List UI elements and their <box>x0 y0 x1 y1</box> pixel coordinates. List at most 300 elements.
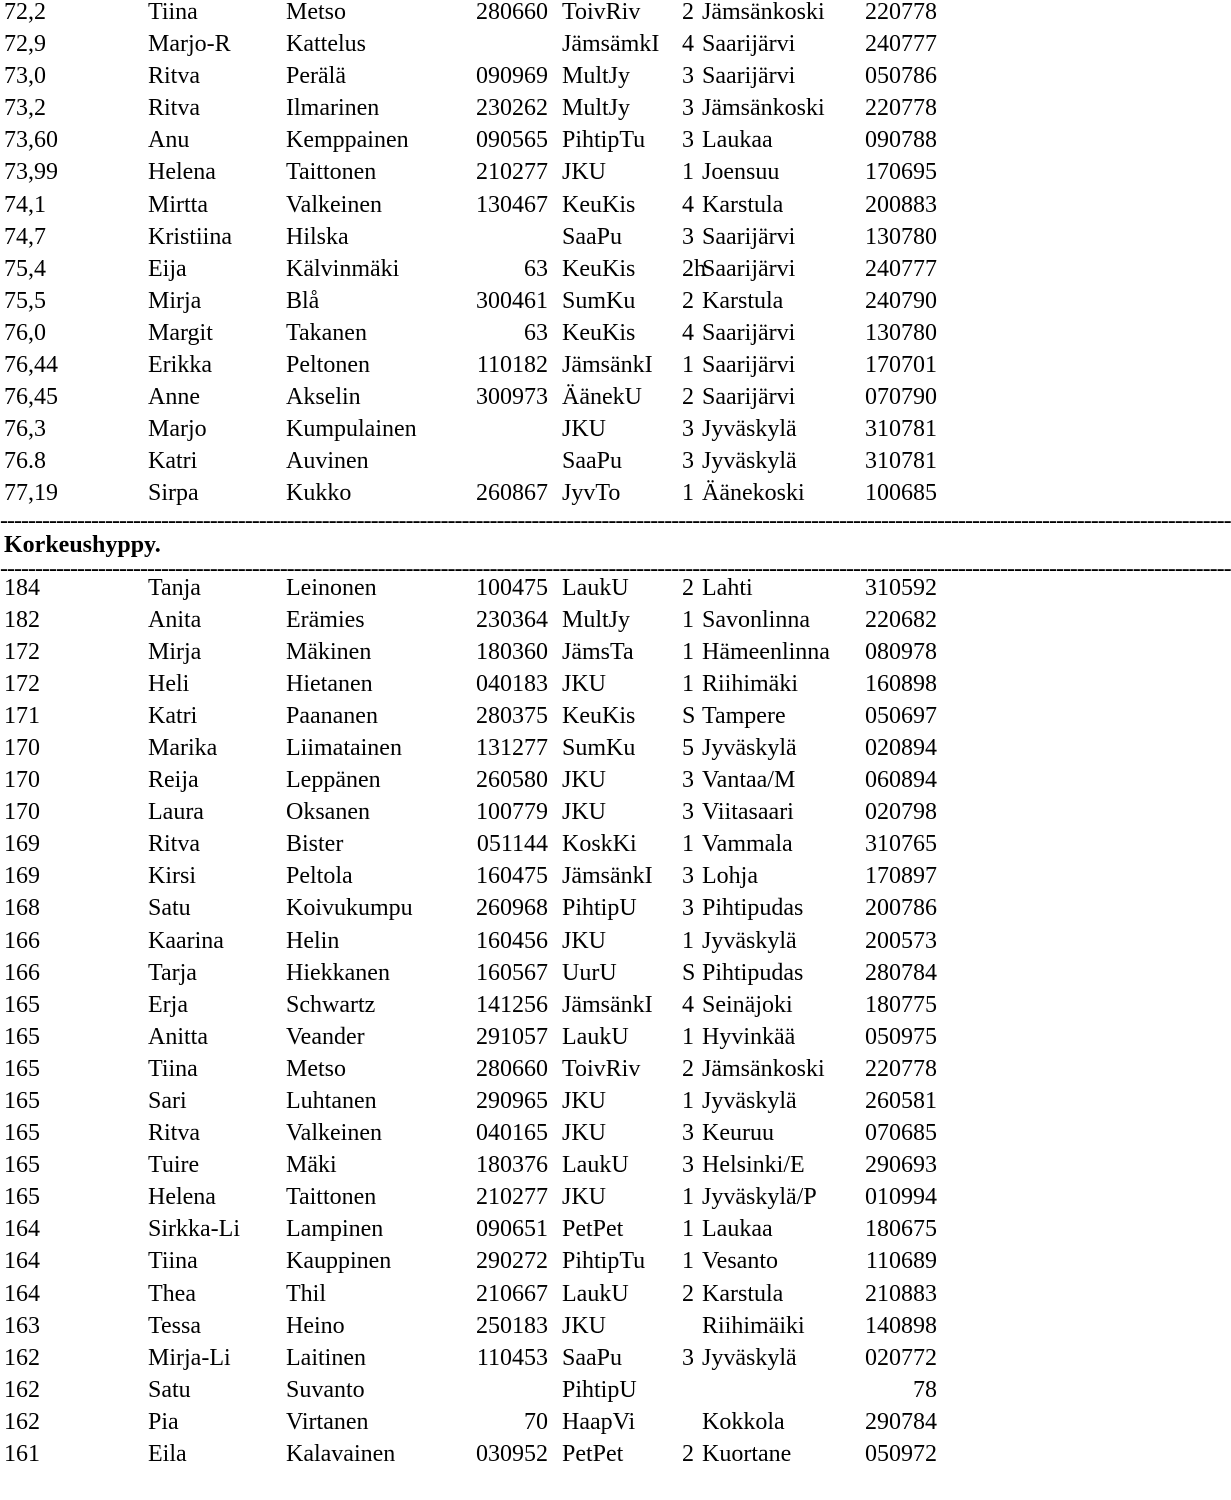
cell-last: Oksanen <box>286 799 370 826</box>
cell-birth: 090969 <box>476 63 548 90</box>
cell-result: 165 <box>4 1120 40 1147</box>
cell-date: 170695 <box>865 159 937 186</box>
cell-last: Hietanen <box>286 670 373 697</box>
cell-date: 220778 <box>865 0 937 25</box>
cell-place: Laukaa <box>702 127 773 154</box>
cell-birth: 280375 <box>476 702 548 729</box>
cell-club: KeuKis <box>562 319 636 346</box>
cell-place: Jämsänkoski <box>702 0 825 25</box>
cell-birth: 030952 <box>476 1441 548 1468</box>
cell-place: Lahti <box>702 574 753 601</box>
cell-place: Jyväskylä/P <box>702 1184 817 1211</box>
cell-result: 165 <box>4 1184 40 1211</box>
cell-place: Tampere <box>702 702 786 729</box>
cell-series: 2 <box>682 1055 694 1082</box>
cell-birth: 280660 <box>476 1055 548 1082</box>
cell-place: Kokkola <box>702 1408 785 1435</box>
cell-last: Hiekkanen <box>286 959 390 986</box>
cell-birth: 141256 <box>476 991 548 1018</box>
cell-date: 180775 <box>865 991 937 1018</box>
cell-place: Jyväskylä <box>702 448 797 475</box>
cell-last: Valkeinen <box>286 1120 382 1147</box>
cell-series: 3 <box>682 127 694 154</box>
table-row <box>0 736 960 768</box>
cell-result: 164 <box>4 1216 40 1243</box>
cell-series: 3 <box>682 799 694 826</box>
cell-last: Luhtanen <box>286 1088 377 1114</box>
cell-result: 170 <box>4 767 40 794</box>
cell-first: Tiina <box>148 1055 198 1082</box>
cell-result: 76.8 <box>4 448 46 475</box>
cell-result: 169 <box>4 863 40 890</box>
cell-birth: 051144 <box>476 831 548 858</box>
cell-last: Leppänen <box>286 767 381 794</box>
cell-last: Virtanen <box>286 1408 369 1435</box>
cell-place: Vantaa/M <box>702 767 796 794</box>
cell-first: Tanja <box>148 574 201 601</box>
cell-last: Peltola <box>286 863 353 890</box>
cell-last: Akselin <box>286 384 361 411</box>
cell-club: JKU <box>562 799 607 826</box>
cell-first: Tiina <box>148 1248 198 1275</box>
cell-date: 240790 <box>865 287 937 314</box>
table-row <box>0 1378 960 1410</box>
cell-last: Bister <box>286 831 344 858</box>
table-row <box>0 1121 960 1153</box>
table-row <box>0 1249 960 1281</box>
table-row <box>0 576 960 608</box>
table-row <box>0 1282 960 1314</box>
cell-first: Heli <box>148 670 190 697</box>
cell-first: Mirja-Li <box>148 1344 231 1371</box>
cell-result: 76,45 <box>4 384 58 411</box>
cell-last: Helin <box>286 927 340 954</box>
table-row <box>0 1089 960 1121</box>
cell-place: Helsinki/E <box>702 1152 805 1179</box>
cell-last: Kälvinmäki <box>286 255 400 282</box>
results-list-high-jump <box>0 576 960 1475</box>
cell-result: 164 <box>4 1248 40 1275</box>
cell-date: 070685 <box>865 1120 937 1147</box>
table-row <box>0 1410 960 1442</box>
cell-first: Reija <box>148 767 199 794</box>
cell-date: 240777 <box>865 31 937 58</box>
cell-date: 050972 <box>865 1441 937 1468</box>
cell-date: 280784 <box>865 959 937 986</box>
cell-date: 050697 <box>865 702 937 729</box>
cell-club: ToivRiv <box>562 1055 641 1082</box>
cell-series: 1 <box>682 927 694 954</box>
cell-birth: 090565 <box>476 127 548 154</box>
table-row <box>0 672 960 704</box>
cell-last: Paananen <box>286 702 378 729</box>
cell-club: SumKu <box>562 734 636 761</box>
cell-club: HaapVi <box>562 1408 636 1435</box>
cell-date: 160898 <box>865 670 937 697</box>
cell-place: Vesanto <box>702 1248 778 1275</box>
cell-series: 3 <box>682 1120 694 1147</box>
cell-birth: 210277 <box>476 159 548 186</box>
cell-club: JKU <box>562 767 607 794</box>
cell-first: Kaarina <box>148 927 224 954</box>
cell-date: 210883 <box>865 1280 937 1307</box>
separator-line: -------------------------------------------------------------------------------------------------------------------------------------------------------------------------------- <box>0 507 1231 534</box>
cell-last: Metso <box>286 1055 346 1082</box>
cell-place: Saarijärvi <box>702 223 796 250</box>
cell-series: S <box>682 959 696 986</box>
cell-club: JämsänkI <box>562 352 653 379</box>
cell-place: Jyväskylä <box>702 416 797 443</box>
table-row <box>0 0 960 32</box>
table-row <box>0 257 960 289</box>
cell-birth: 160456 <box>476 927 548 954</box>
table-row <box>0 1346 960 1378</box>
cell-club: JKU <box>562 416 607 443</box>
cell-date: 220682 <box>865 606 937 633</box>
cell-first: Erja <box>148 991 188 1018</box>
cell-series: 1 <box>682 606 694 633</box>
cell-birth: 210277 <box>476 1184 548 1211</box>
cell-birth: 260867 <box>476 480 548 507</box>
cell-place: Viitasaari <box>702 799 794 826</box>
cell-birth: 63 <box>524 319 548 346</box>
cell-club: UurU <box>562 959 617 986</box>
cell-date: 110689 <box>865 1248 937 1275</box>
table-row <box>0 193 960 225</box>
cell-birth: 230262 <box>476 95 548 122</box>
cell-last: Thil <box>286 1280 326 1307</box>
cell-place: Savonlinna <box>702 606 810 633</box>
cell-first: Ritva <box>148 95 200 122</box>
cell-first: Anita <box>148 606 202 633</box>
cell-first: Anne <box>148 384 200 411</box>
cell-first: Kirsi <box>148 863 196 890</box>
cell-club: MultJy <box>562 95 631 122</box>
cell-series: 2 <box>682 574 694 601</box>
cell-last: Suvanto <box>286 1376 365 1403</box>
cell-first: Sari <box>148 1088 187 1114</box>
table-row <box>0 353 960 385</box>
table-row <box>0 961 960 993</box>
cell-date: 170897 <box>865 863 937 890</box>
cell-result: 73,60 <box>4 127 58 154</box>
cell-club: JKU <box>562 927 607 954</box>
cell-last: Veander <box>286 1023 365 1050</box>
table-row <box>0 1025 960 1057</box>
cell-place: Jyväskylä <box>702 734 797 761</box>
cell-club: JKU <box>562 1088 607 1114</box>
cell-result: 172 <box>4 638 40 665</box>
cell-place: Lohja <box>702 863 758 890</box>
cell-club: JKU <box>562 1184 607 1211</box>
cell-result: 165 <box>4 1055 40 1082</box>
cell-last: Kukko <box>286 480 352 507</box>
cell-result: 162 <box>4 1344 40 1371</box>
cell-club: JämsTa <box>562 638 634 665</box>
cell-place: Pihtipudas <box>702 959 804 986</box>
cell-result: 184 <box>4 574 40 601</box>
cell-first: Satu <box>148 1376 191 1403</box>
cell-place: Karstula <box>702 1280 784 1307</box>
cell-first: Thea <box>148 1280 196 1307</box>
cell-date: 78 <box>913 1376 937 1403</box>
cell-series: 3 <box>682 1152 694 1179</box>
cell-first: Marika <box>148 734 218 761</box>
cell-date: 010994 <box>865 1184 937 1211</box>
cell-result: 165 <box>4 1023 40 1050</box>
cell-first: Eila <box>148 1441 187 1468</box>
cell-result: 74,7 <box>4 223 46 250</box>
cell-first: Ritva <box>148 1120 200 1147</box>
cell-date: 020894 <box>865 734 937 761</box>
cell-first: Sirkka-Li <box>148 1216 240 1243</box>
cell-place: Saarijärvi <box>702 255 796 282</box>
cell-date: 310592 <box>865 574 937 601</box>
cell-place: Saarijärvi <box>702 63 796 90</box>
cell-first: Mirja <box>148 287 202 314</box>
cell-club: JKU <box>562 1312 607 1339</box>
cell-club: JKU <box>562 1120 607 1147</box>
cell-birth: 210667 <box>476 1280 548 1307</box>
cell-place: Laukaa <box>702 1216 773 1243</box>
cell-club: PetPet <box>562 1441 624 1468</box>
cell-birth: 040165 <box>476 1120 548 1147</box>
cell-birth: 250183 <box>476 1312 548 1339</box>
cell-place: Riihimäki <box>702 670 798 697</box>
cell-series: 4 <box>682 319 694 346</box>
cell-series: 1 <box>682 1248 694 1275</box>
cell-birth: 260580 <box>476 767 548 794</box>
cell-place: Jämsänkoski <box>702 95 825 122</box>
table-row <box>0 1442 960 1474</box>
cell-first: Ritva <box>148 63 200 90</box>
cell-date: 290693 <box>865 1152 937 1179</box>
cell-date: 130780 <box>865 319 937 346</box>
cell-series: 1 <box>682 480 694 507</box>
cell-last: Taittonen <box>286 1184 377 1211</box>
section-title: Korkeushyppy. <box>4 531 161 558</box>
cell-place: Karstula <box>702 287 784 314</box>
cell-series: 2 <box>682 1441 694 1468</box>
cell-result: 169 <box>4 831 40 858</box>
cell-place: Saarijärvi <box>702 352 796 379</box>
cell-series: 3 <box>682 895 694 922</box>
table-row <box>0 64 960 96</box>
cell-series: 3 <box>682 863 694 890</box>
cell-birth: 180360 <box>476 638 548 665</box>
cell-result: 171 <box>4 702 40 729</box>
cell-series: 3 <box>682 223 694 250</box>
cell-result: 75,4 <box>4 255 46 282</box>
cell-birth: 300461 <box>476 287 548 314</box>
cell-birth: 100779 <box>476 799 548 826</box>
table-row <box>0 832 960 864</box>
cell-date: 240777 <box>865 255 937 282</box>
cell-series: 1 <box>682 159 694 186</box>
cell-club: PihtipU <box>562 1376 637 1403</box>
cell-result: 76,3 <box>4 416 46 443</box>
cell-club: JyvTo <box>562 480 621 507</box>
cell-birth: 110182 <box>476 352 548 379</box>
table-row <box>0 768 960 800</box>
table-row <box>0 1057 960 1089</box>
cell-date: 260581 <box>865 1088 937 1114</box>
cell-series: 2h <box>682 255 706 282</box>
cell-club: ÄänekU <box>562 384 642 411</box>
cell-date: 090788 <box>865 127 937 154</box>
cell-series: 1 <box>682 352 694 379</box>
cell-series: 1 <box>682 1216 694 1243</box>
cell-place: Jyväskylä <box>702 927 797 954</box>
cell-birth: 160475 <box>476 863 548 890</box>
cell-date: 220778 <box>865 95 937 122</box>
cell-last: Koivukumpu <box>286 895 413 922</box>
cell-place: Vammala <box>702 831 793 858</box>
cell-club: JKU <box>562 159 607 186</box>
cell-place: Riihimäiki <box>702 1312 805 1339</box>
cell-birth: 63 <box>524 255 548 282</box>
cell-series: 1 <box>682 1184 694 1211</box>
cell-club: MultJy <box>562 63 631 90</box>
cell-series: 3 <box>682 95 694 122</box>
cell-first: Anitta <box>148 1023 208 1050</box>
cell-result: 172 <box>4 670 40 697</box>
table-row <box>0 640 960 672</box>
cell-last: Blå <box>286 287 320 314</box>
cell-series: S <box>682 702 696 729</box>
cell-birth: 260968 <box>476 895 548 922</box>
table-row <box>0 289 960 321</box>
cell-last: Kalavainen <box>286 1441 396 1468</box>
cell-place: Jämsänkoski <box>702 1055 825 1082</box>
cell-club: SumKu <box>562 287 636 314</box>
cell-birth: 110453 <box>476 1344 548 1371</box>
cell-series: 3 <box>682 448 694 475</box>
cell-first: Mirtta <box>148 191 208 218</box>
cell-date: 070790 <box>865 384 937 411</box>
cell-date: 100685 <box>865 480 937 507</box>
cell-last: Metso <box>286 0 346 25</box>
cell-place: Saarijärvi <box>702 319 796 346</box>
cell-last: Hilska <box>286 223 349 250</box>
cell-place: Pihtipudas <box>702 895 804 922</box>
table-row <box>0 160 960 192</box>
cell-date: 310781 <box>865 416 937 443</box>
table-row <box>0 1314 960 1346</box>
table-row <box>0 1153 960 1185</box>
table-row <box>0 864 960 896</box>
cell-place: Kuortane <box>702 1441 792 1468</box>
cell-first: Kristiina <box>148 223 232 250</box>
cell-series: 1 <box>682 831 694 858</box>
table-row <box>0 385 960 417</box>
cell-place: Hämeenlinna <box>702 638 830 665</box>
cell-first: Helena <box>148 1184 216 1211</box>
cell-series: 3 <box>682 1344 694 1371</box>
cell-club: PetPet <box>562 1216 624 1243</box>
cell-club: JämsänkI <box>562 863 653 890</box>
cell-result: 165 <box>4 1088 40 1114</box>
cell-series: 2 <box>682 287 694 314</box>
cell-club: PihtipTu <box>562 1248 646 1275</box>
cell-date: 080978 <box>865 638 937 665</box>
cell-result: 166 <box>4 927 40 954</box>
cell-first: Ritva <box>148 831 200 858</box>
results-list-top <box>0 0 960 514</box>
cell-result: 73,2 <box>4 95 46 122</box>
cell-place: Joensuu <box>702 159 780 186</box>
cell-birth: 130467 <box>476 191 548 218</box>
cell-date: 180675 <box>865 1216 937 1243</box>
table-row <box>0 128 960 160</box>
cell-result: 162 <box>4 1376 40 1403</box>
cell-result: 165 <box>4 1152 40 1179</box>
cell-last: Schwartz <box>286 991 376 1018</box>
cell-result: 182 <box>4 606 40 633</box>
cell-first: Marjo <box>148 416 207 443</box>
cell-date: 130780 <box>865 223 937 250</box>
cell-last: Auvinen <box>286 448 369 475</box>
cell-series: 4 <box>682 31 694 58</box>
cell-first: Margit <box>148 319 213 346</box>
cell-place: Äänekoski <box>702 480 805 507</box>
cell-date: 220778 <box>865 1055 937 1082</box>
cell-birth: 131277 <box>476 734 548 761</box>
table-row <box>0 704 960 736</box>
cell-date: 020772 <box>865 1344 937 1371</box>
cell-series: 1 <box>682 1023 694 1050</box>
cell-first: Anu <box>148 127 190 154</box>
cell-series: 1 <box>682 1088 694 1114</box>
cell-date: 050975 <box>865 1023 937 1050</box>
cell-place: Saarijärvi <box>702 384 796 411</box>
table-row <box>0 449 960 481</box>
cell-series: 1 <box>682 638 694 665</box>
cell-last: Takanen <box>286 319 367 346</box>
cell-result: 73,0 <box>4 63 46 90</box>
cell-first: Mirja <box>148 638 202 665</box>
cell-birth: 160567 <box>476 959 548 986</box>
table-row <box>0 1185 960 1217</box>
cell-first: Tuire <box>148 1152 200 1179</box>
cell-first: Tiina <box>148 0 198 25</box>
cell-club: KeuKis <box>562 702 636 729</box>
table-row <box>0 800 960 832</box>
cell-date: 200883 <box>865 191 937 218</box>
cell-birth: 180376 <box>476 1152 548 1179</box>
cell-club: SaaPu <box>562 1344 622 1371</box>
cell-result: 164 <box>4 1280 40 1307</box>
cell-series: 4 <box>682 191 694 218</box>
cell-date: 050786 <box>865 63 937 90</box>
table-row <box>0 993 960 1025</box>
cell-place: Jyväskylä <box>702 1344 797 1371</box>
cell-result: 72,9 <box>4 31 46 58</box>
cell-last: Mäkinen <box>286 638 372 665</box>
cell-club: JämsänkI <box>562 991 653 1018</box>
cell-result: 73,99 <box>4 159 58 186</box>
cell-place: Keuruu <box>702 1120 774 1147</box>
cell-date: 140898 <box>865 1312 937 1339</box>
cell-series: 3 <box>682 63 694 90</box>
cell-club: SaaPu <box>562 448 622 475</box>
cell-birth: 280660 <box>476 0 548 25</box>
cell-first: Erikka <box>148 352 212 379</box>
cell-first: Pia <box>148 1408 179 1435</box>
cell-club: ToivRiv <box>562 0 641 25</box>
cell-birth: 230364 <box>476 606 548 633</box>
cell-club: KeuKis <box>562 191 636 218</box>
